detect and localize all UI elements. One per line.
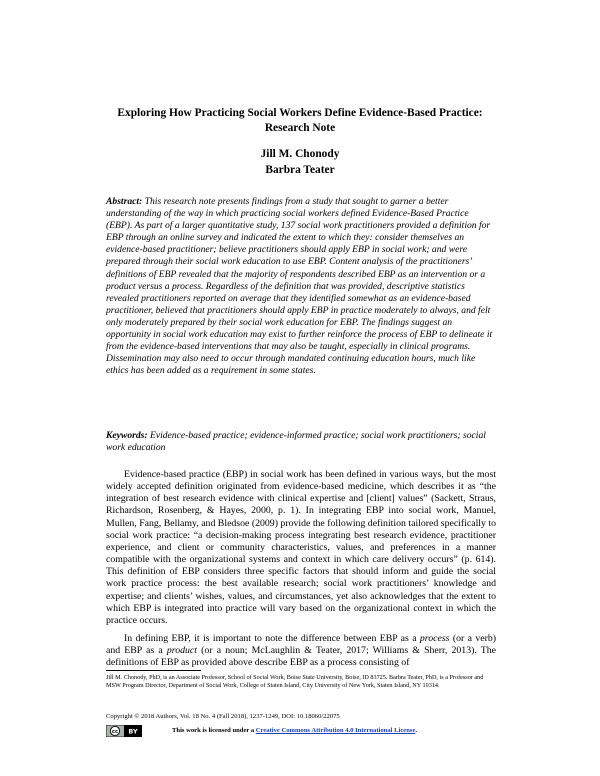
license-statement xyxy=(172,725,417,737)
paper-title-line-1: Exploring How Practicing Social Workers Define Evidence-Based Practice: xyxy=(117,107,483,119)
license-suffix: . xyxy=(415,727,418,734)
body-text-run: In defining EBP, it is important to note the difference between EBP as a xyxy=(124,633,420,645)
body-text-run: (or a verb) and EBP as a xyxy=(106,633,496,657)
keywords-label: Keywords: xyxy=(106,430,148,441)
author-name: Jill M. Chonody xyxy=(260,148,340,160)
body-text xyxy=(106,469,496,676)
license-row xyxy=(106,725,506,739)
abstract xyxy=(106,196,496,377)
emphasis-product: product xyxy=(166,645,197,657)
license-link[interactable]: Creative Commons Attribution 4.0 International License xyxy=(255,727,416,734)
copyright-line: Copyright © 2018 Authors, Vol. 18 No. 4 (Fall 2018), 1237-1249, DOI: 10.18060/22075 xyxy=(106,713,340,720)
cc-by-license-icon[interactable] xyxy=(106,725,142,737)
paper-title xyxy=(80,106,520,136)
license-prefix: This work is licensed under a xyxy=(172,727,256,734)
author-list xyxy=(150,147,450,178)
keywords xyxy=(106,430,496,454)
abstract-text: This research note presents findings from a study that sought to garner a better understanding of the way in which practicing social workers defined Evidence-Based Practice (EBP). As part of a larger quantitative study, 137 social work practitioners provided a definition for EBP through an online survey and indicated the extent to which they: consider themselves an evidence-based practitioner; believe practitioners should apply EBP in social work; and were prepared through their social work education to use EBP. Content analysis of the practitioners’ definitions of EBP revealed that the majority of respondents described EBP as an intervention or a product versus a process. Regardless of the definition that was provided, descriptive statistics revealed practitioners reported on average that they identified somewhat as an evidence-based practitioner, believed that practitioners should apply EBP in practice moderately to always, and felt only moderately prepared by their social work education for EBP. The findings suggest an opportunity in social work education may exist to further reinforce the process of EBP to delineate it from the evidence-based interventions that may also be taught, especially in clinical programs. Dissemination may also need to occur through mandated continuing education hours, much like ethics has been added as a requirement in some states. xyxy=(106,196,493,377)
paper-title-line-2: Research Note xyxy=(264,122,336,134)
abstract-label: Abstract: xyxy=(106,196,143,207)
by-badge-text: BY xyxy=(128,727,138,736)
footnote-divider xyxy=(106,670,201,671)
keywords-text: Evidence-based practice; evidence-informed practice; social work practitioners; social work education xyxy=(106,430,486,454)
author-name: Barbra Teater xyxy=(265,163,335,176)
emphasis-process: process xyxy=(419,633,450,645)
body-text-run: (or a noun; McLaughlin & Teater, 2017; Williams & Sherr, 2013). The definitions of EBP as provided above describe EBP as a process consisting of xyxy=(106,645,497,669)
body-paragraph-2 xyxy=(106,633,496,669)
cc-badge-text: cc xyxy=(111,729,119,735)
body-paragraph-1: Evidence-based practice (EBP) in social work has been defined in various ways, but the most widely accepted definition originated from evidence-based medicine, which describes it as “the integration of best research evidence with clinical expertise and [client] values” (Sackett, Straus, Richardson, Rosenberg, & Hayes, 2000, p. 1). In integrating EBP into social work, Manuel, Mullen, Fang, Bellamy, and Bledsoe (2009) provide the following definition tailored specifically to social work practice: “a decision-making process integrating best research evidence, practitioner experience, and client or community characteristics, values, and preferences in a manner compatible with the organizational systems and context in which care delivery occurs” (p. 614). This definition of EBP considers three specific factors that should inform and guide the social work practice process: the best available research; social work practitioners’ knowledge and expertise; and clients’ wishes, values, and circumstances, yet also acknowledges that the extent to which EBP is integrated into practice will vary based on the organizational context in which the practice occurs. xyxy=(106,469,496,626)
author-footnote: Jill M. Chonody, PhD, is an Associate Professor, School of Social Work, Boise State University, Boise, ID 83725. Barbra Teater, PhD, is a Professor and MSW Program Director, Department of Social Work, College of Staten Island, City University of New York, Staten Island, NY 10314. xyxy=(106,674,484,690)
